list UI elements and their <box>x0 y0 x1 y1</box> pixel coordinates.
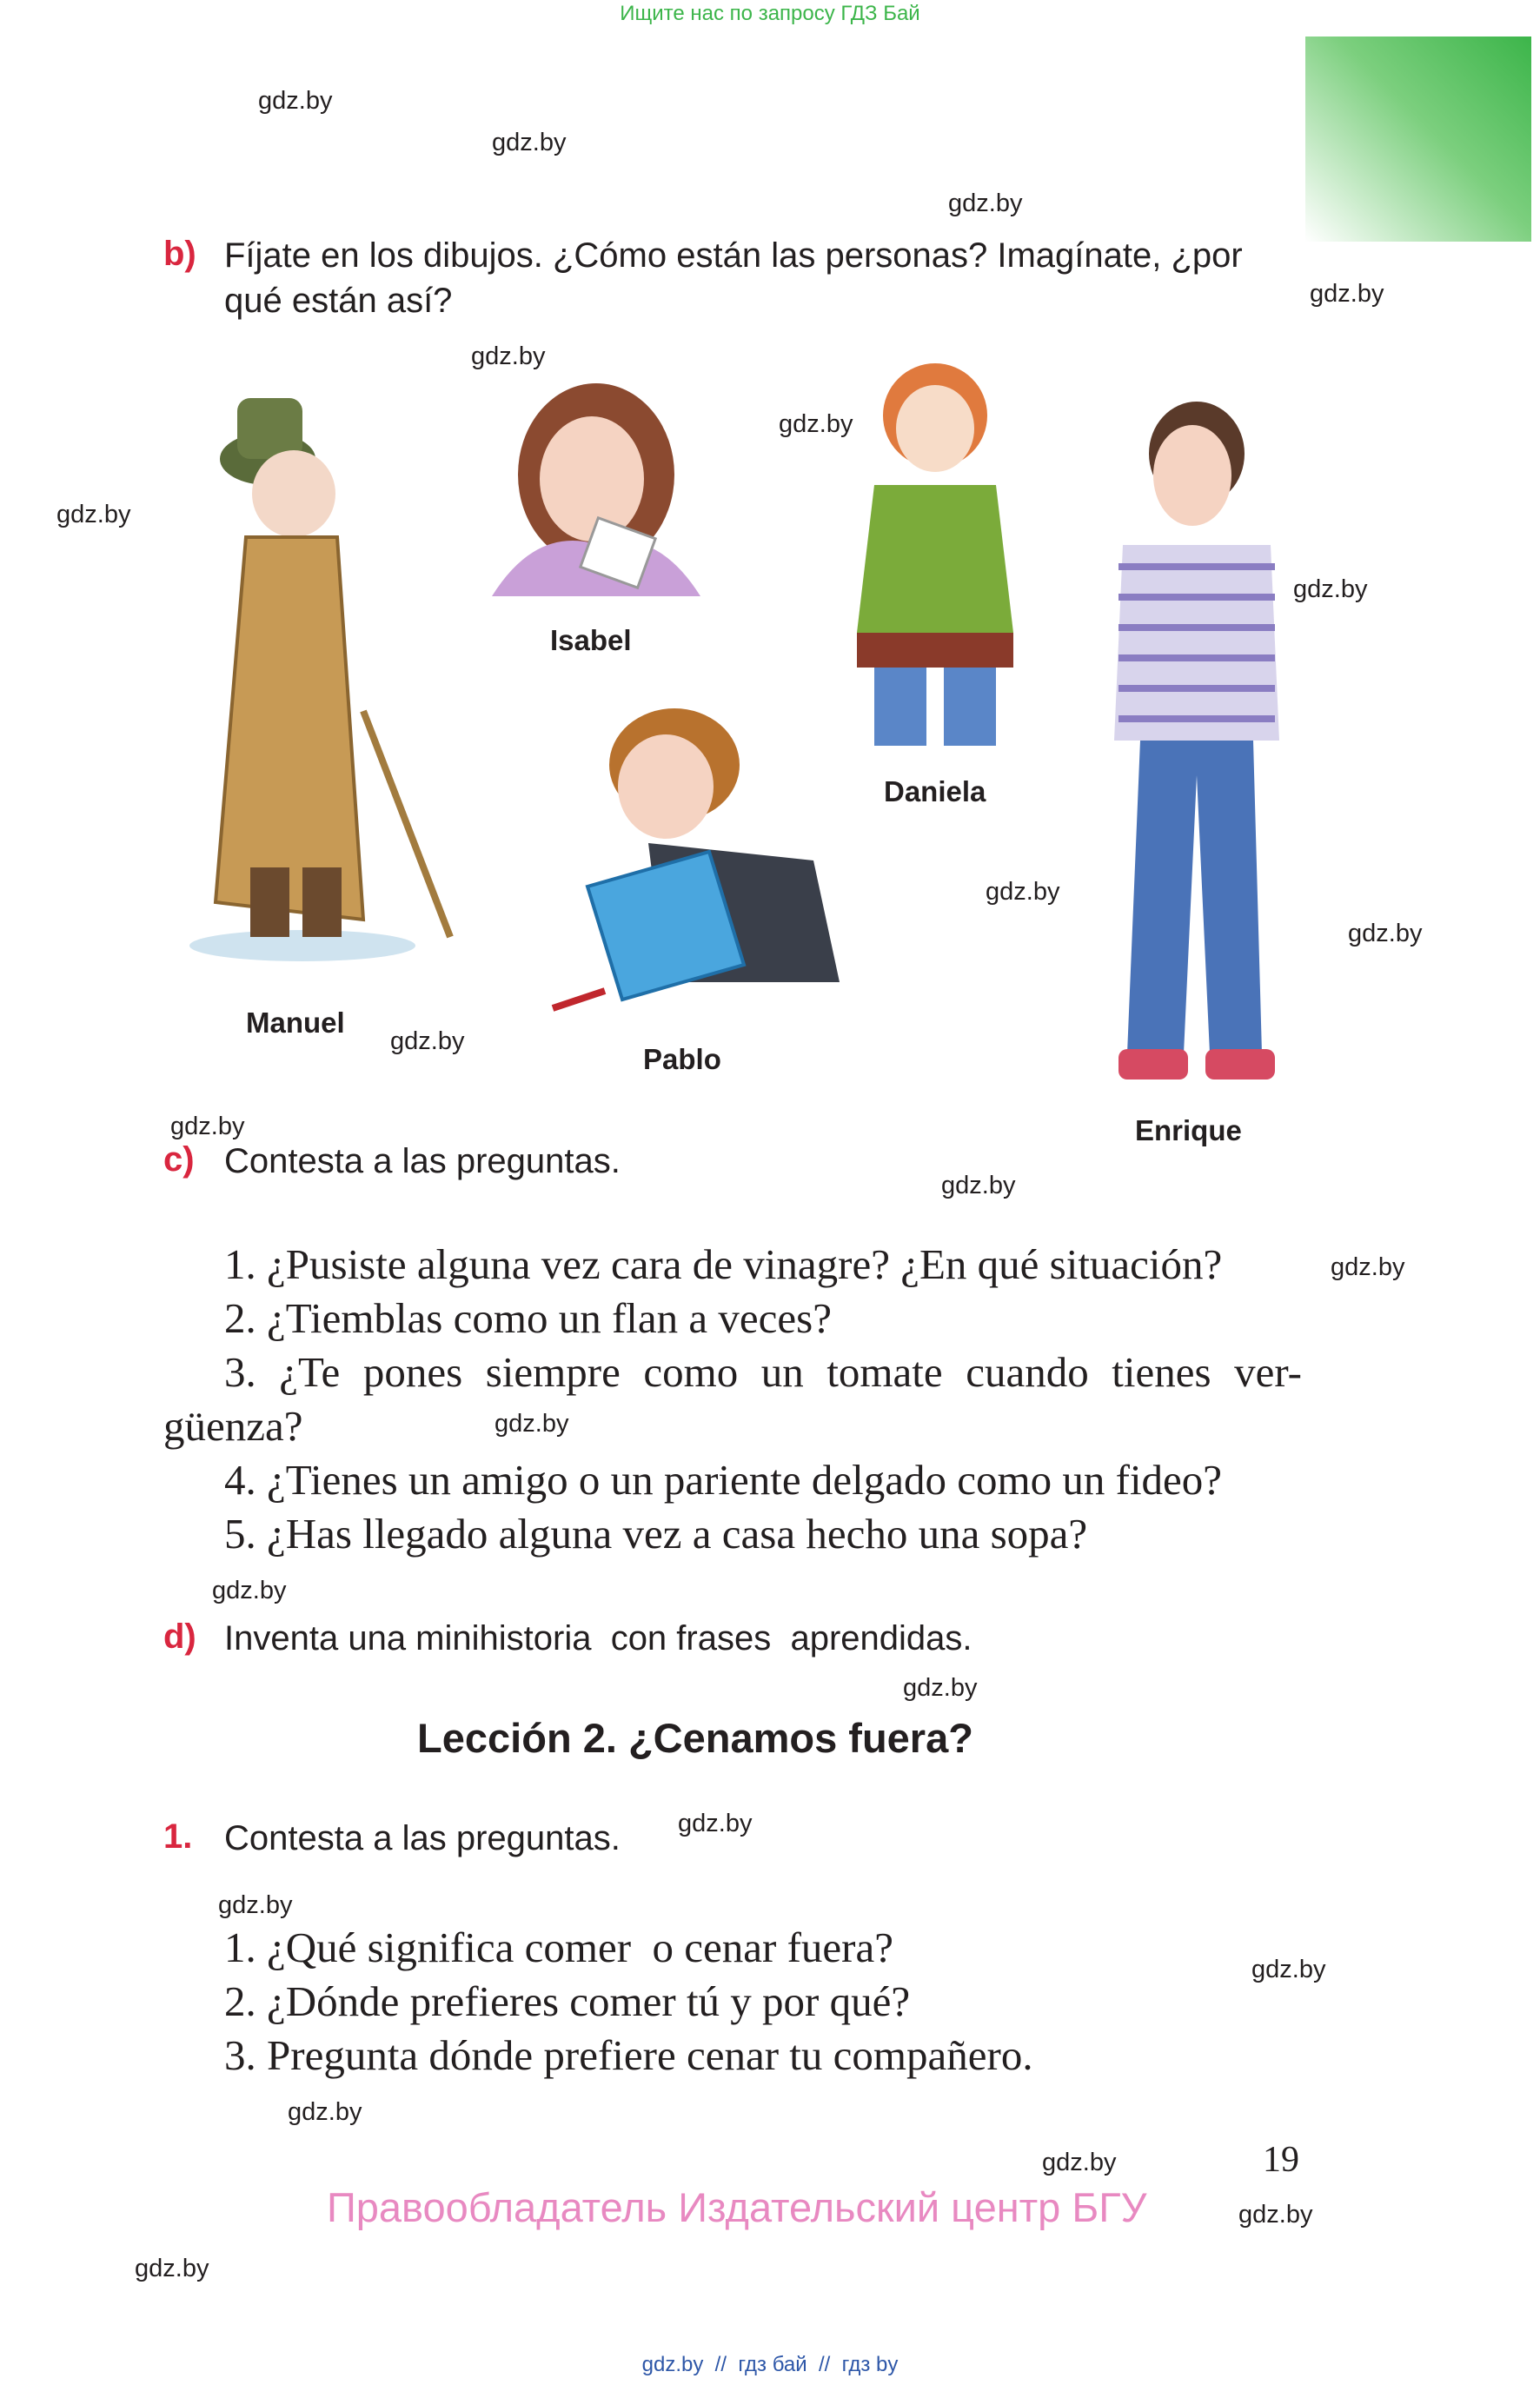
watermark: gdz.by <box>56 501 131 528</box>
watermark: gdz.by <box>390 1027 465 1055</box>
task1-question-3: 3. Pregunta dónde prefiere cenar tu compañero. <box>224 2031 1033 2079</box>
watermark: gdz.by <box>678 1810 753 1837</box>
watermark: gdz.by <box>218 1891 293 1919</box>
section-c-text: Contesta a las preguntas. <box>224 1142 621 1180</box>
c-question-4: 4. ¿Tienes un amigo o un pariente delgado como un fideo? <box>224 1456 1223 1504</box>
watermark: gdz.by <box>135 2255 209 2282</box>
watermark: gdz.by <box>170 1113 245 1140</box>
watermark: gdz.by <box>1238 2201 1313 2229</box>
watermark: gdz.by <box>1293 575 1368 603</box>
section-b-marker: b) <box>163 235 196 273</box>
watermark: gdz.by <box>941 1172 1016 1199</box>
task1-question-1: 1. ¿Qué significa comer o cenar fuera? <box>224 1923 893 1971</box>
watermark: gdz.by <box>903 1674 978 1702</box>
watermark: gdz.by <box>492 129 567 156</box>
watermark: gdz.by <box>1042 2149 1117 2176</box>
watermark: gdz.by <box>1310 280 1384 308</box>
watermark: gdz.by <box>471 342 546 370</box>
task1-question-2: 2. ¿Dónde prefieres comer tú y por qué? <box>224 1977 911 2025</box>
watermark: gdz.by <box>986 878 1060 906</box>
c-question-1: 1. ¿Pusiste alguna vez cara de vinagre? ¿En qué situación? <box>224 1240 1223 1288</box>
caption-manuel: Manuel <box>246 1006 345 1039</box>
section-c-marker: c) <box>163 1140 195 1179</box>
enrique-illustration <box>1097 393 1305 1095</box>
top-banner[interactable]: Ищите нас по запросу ГДЗ Бай <box>620 2 920 25</box>
watermark: gdz.by <box>258 87 333 115</box>
watermark: gdz.by <box>1331 1253 1405 1281</box>
caption-isabel: Isabel <box>550 624 632 656</box>
task-1-text: Contesta a las preguntas. <box>224 1819 621 1857</box>
watermark: gdz.by <box>288 2098 362 2126</box>
pablo-illustration <box>535 695 843 1026</box>
c-question-3a: 3. ¿Te pones siempre como un tomate cuando tienes ver- <box>224 1348 1302 1396</box>
c-question-2: 2. ¿Tiemblas como un flan a veces? <box>224 1294 832 1342</box>
section-d-text: Inventa una minihistoria con frases aprendidas. <box>224 1619 972 1658</box>
watermark: gdz.by <box>212 1577 287 1604</box>
task-1-marker: 1. <box>163 1817 193 1856</box>
isabel-illustration <box>483 379 705 596</box>
section-d-marker: d) <box>163 1618 196 1656</box>
watermark: gdz.by <box>495 1410 569 1438</box>
caption-enrique: Enrique <box>1135 1114 1242 1146</box>
green-corner-decoration <box>1305 37 1531 242</box>
watermark: gdz.by <box>1348 920 1423 947</box>
section-b-line2: qué están así? <box>224 282 453 320</box>
copyright-notice: Правообладатель Издательский центр БГУ <box>327 2184 1147 2230</box>
page-number: 19 <box>1263 2140 1299 2180</box>
daniela-illustration <box>840 355 1052 756</box>
watermark: gdz.by <box>948 189 1023 217</box>
watermark: gdz.by <box>779 410 853 438</box>
lesson-title: Lección 2. ¿Cenamos fuera? <box>417 1715 973 1761</box>
c-question-5: 5. ¿Has llegado alguna vez a casa hecho una sopa? <box>224 1510 1088 1558</box>
manuel-illustration <box>163 381 468 968</box>
footer-links[interactable]: gdz.by // гдз бай // гдз by <box>641 2353 899 2376</box>
watermark: gdz.by <box>1251 1956 1326 1983</box>
caption-daniela: Daniela <box>884 775 986 807</box>
caption-pablo: Pablo <box>643 1043 721 1075</box>
c-question-3b: güenza? <box>163 1402 303 1450</box>
section-b-line1: Fíjate en los dibujos. ¿Cómo están las personas? Imagínate, ¿por <box>224 236 1243 275</box>
